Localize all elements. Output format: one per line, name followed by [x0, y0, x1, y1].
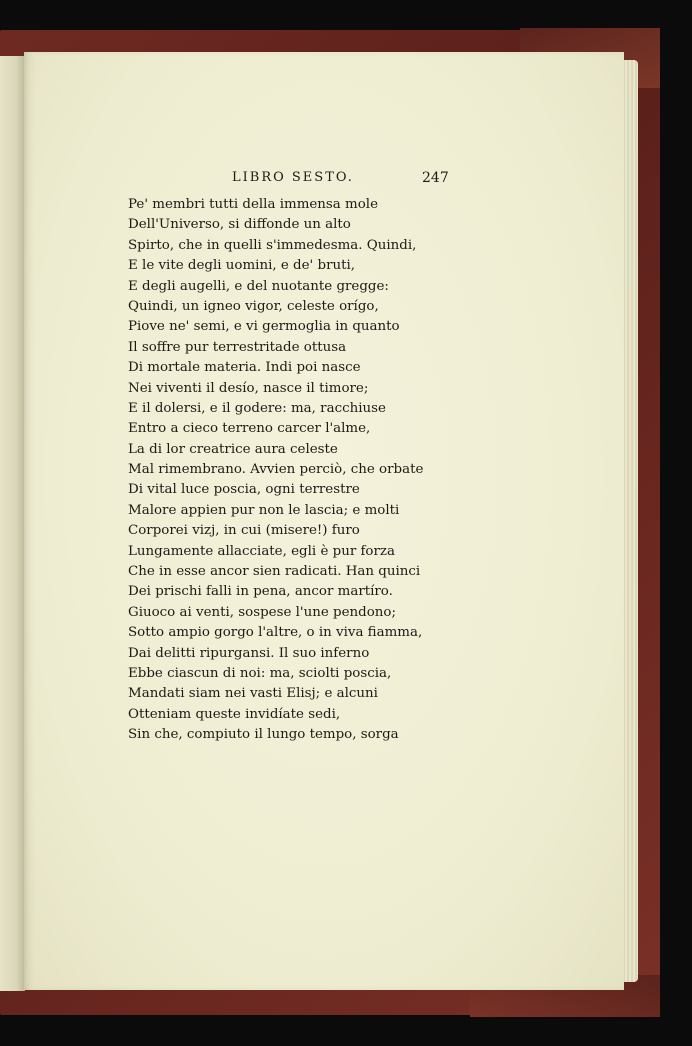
- verse-line: Nei viventi il desío, nasce il timore;: [128, 380, 369, 396]
- verse-line: Corporei vizj, in cui (misere!) furo: [128, 523, 360, 539]
- book-page: [24, 52, 624, 990]
- verse-line: Di mortale materia. Indi poi nasce: [128, 360, 361, 376]
- verse-line: Ebbe ciascun di noi: ma, sciolti poscia,: [128, 665, 392, 681]
- verse-line: Il soffre pur terrestritade ottusa: [128, 339, 347, 355]
- verse-line: Mandati siam nei vasti Elisj; e alcuni: [128, 686, 378, 702]
- verse-line: Lungamente allacciate, egli è pur forza: [128, 543, 395, 559]
- running-title: LIBRO SESTO.: [232, 170, 354, 185]
- verse-line: Mal rimembrano. Avvien perciò, che orbate: [128, 462, 424, 478]
- verse-line: E degli augelli, e del nuotante gregge:: [128, 278, 389, 294]
- verse-line: Quindi, un igneo vigor, celeste orígo,: [128, 298, 379, 314]
- verse-line: Dell'Universo, si diffonde un alto: [128, 217, 351, 233]
- verse-line: Pe' membri tutti della immensa mole: [128, 197, 379, 212]
- verse-line: E le vite degli uomini, e de' bruti,: [128, 258, 356, 274]
- page-number: 247: [422, 170, 449, 186]
- verse-line: La di lor creatrice aura celeste: [128, 441, 338, 457]
- verse-line: Spirto, che in quelli s'immedesma. Quindi,: [128, 237, 417, 253]
- verse-line: Sotto ampio gorgo l'altre, o in viva fiamma,: [128, 625, 423, 641]
- verse-line: Dei prischi falli in pena, ancor martíro.: [128, 584, 393, 600]
- verse-line: Malore appien pur non le lascia; e molti: [128, 502, 400, 518]
- verse-list: [128, 195, 423, 746]
- verse-line: Piove ne' semi, e vi germoglia in quanto: [128, 319, 400, 335]
- verse-line: Dai delitti ripurgansi. Il suo inferno: [128, 645, 370, 661]
- verse-line: Entro a cieco terreno carcer l'alme,: [128, 421, 371, 437]
- verse-line: E il dolersi, e il godere: ma, racchiuse: [128, 400, 386, 416]
- verse-line: Che in esse ancor sien radicati. Han quinci: [128, 564, 421, 580]
- facing-page-edge: [0, 56, 25, 991]
- verse-line: Di vital luce poscia, ogni terrestre: [128, 482, 360, 498]
- verse-line: Otteniam queste invidíate sedi,: [128, 706, 341, 722]
- verse-line: Sin che, compiuto il lungo tempo, sorga: [128, 727, 399, 743]
- verse-line: Giuoco ai venti, sospese l'une pendono;: [128, 604, 396, 620]
